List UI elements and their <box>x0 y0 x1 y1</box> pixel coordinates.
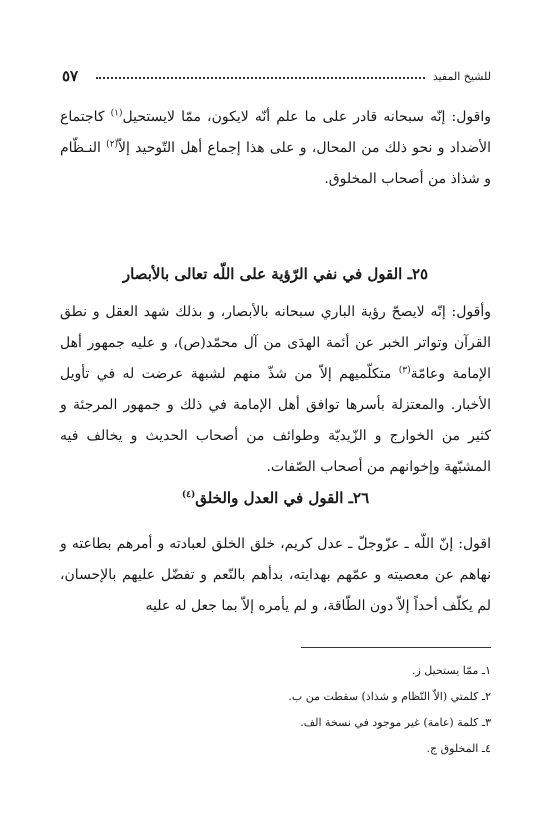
paragraph-text: اقول: إنّ اللّه ـ عزّوجلّ ـ عدل كريم، خلق الخلق لعبادته و أمرهم بطاعته و نهاهم عن معصيته و عمّهم بهدايته، بدأهم بالنّعم و تفضّل عليهم بالإحسان، لم يكلّف أحداً إلاّ دون الطّاقة، و لم يأمره إلاّ بما جعل له عليه <box>60 536 491 614</box>
paragraph-text: متكلّميهم إلاّ من شذّ منهم لشبهة عرضت له في تأويل الأخبار. والمعتزلة بأسرها توافق أهل الإمامة في ذلك و جمهور المرجئة و كثير من الخوارج و الزّيديّة وطوائف من أصحاب الحديث و يخالف فيه المشبّهة وإخوانهم من أصحاب الصّفات. <box>60 366 491 475</box>
footnote-item: ٢ـ كلمتي (الاّ النّظام و شذاذ) سقطت من ب. <box>288 690 491 703</box>
section-26-heading <box>60 489 491 507</box>
footnote-ref-1: (١) <box>110 108 123 119</box>
paragraph-text: وأقول: إنّه لايصحّ رؤية الباري سبحانه بالأبصار، و بذلك شهد العقل و نطق القرآن وتواتر الخبر عن أئمة الهدَى من آل محمّد(ص)، و عليه جمهور أهل الإمامة وعامّة <box>60 304 491 382</box>
paragraph-text: النـظّام و شذاذ من أصحاب المخلوق. <box>60 140 491 187</box>
footnote-ref-2: (٢) <box>106 139 119 150</box>
footnote-ref-3: (٣) <box>398 365 411 376</box>
footnote-item: ٣ـ كلمة (عامة) غير موجود في نسخة الف. <box>300 716 491 729</box>
heading-text: ٢٦ـ القول في العدل والخلق <box>195 489 370 507</box>
footnote-separator <box>301 647 491 648</box>
section-25-paragraph <box>60 297 491 483</box>
paragraph-text: كاجتماع الأضداد و نحو ذلك من المحال، و على هذا إجماع أهل التّوحيد إلاّ <box>60 109 491 156</box>
paragraph-text: واقول: إنّه سبحانه قادر على ما علم أنّه لايكون، ممّا لايستحيل <box>122 109 491 125</box>
opening-paragraph <box>60 102 491 195</box>
running-head: للشيخ المفيد <box>432 69 491 83</box>
page-number: ٥٧ <box>62 67 79 85</box>
footnote-item: ١ـ ممّا يستحيل ز. <box>412 664 491 677</box>
header-dotted-leader <box>96 77 425 79</box>
footnote-ref-4: (٤) <box>181 490 196 500</box>
section-26-paragraph <box>60 529 491 622</box>
footnote-item: ٤ـ المخلوق ج. <box>426 742 491 755</box>
page-header <box>62 66 491 86</box>
footnotes <box>60 658 491 762</box>
section-25-heading: ٢٥ـ القول في نفي الرّؤية على اللّه تعالى بالأبصار <box>122 265 429 283</box>
